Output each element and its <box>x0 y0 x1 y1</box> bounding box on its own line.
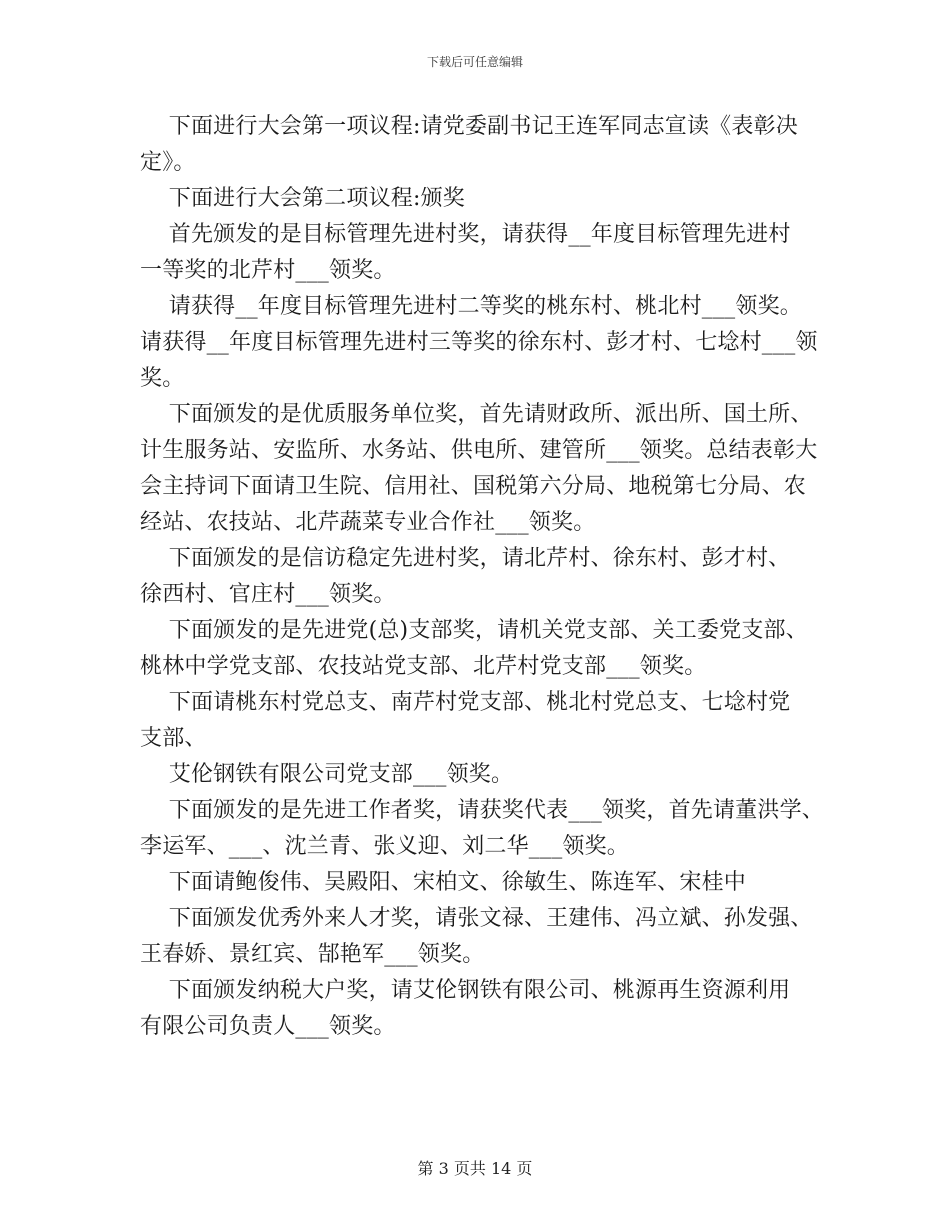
text-line: 请获得__年度目标管理先进村三等奖的徐东村、彭才村、七埝村___领 <box>140 330 818 355</box>
text-line: 下面颁发优秀外来人才奖，请张文禄、王建伟、冯立斌、孙发强、 <box>140 906 813 931</box>
text-line: 计生服务站、安监所、水务站、供电所、建管所___领奖。总结表彰大 <box>140 438 818 463</box>
text-line: 下面颁发的是先进党(总)支部奖，请机关党支部、关工委党支部、 <box>140 618 808 643</box>
text-line: 下面颁发的是先进工作者奖，请获奖代表___领奖，首先请董洪学、 <box>140 798 824 823</box>
text-line: 下面颁发纳税大户奖，请艾伦钢铁有限公司、桃源再生资源利用 <box>140 978 791 1003</box>
text-line: 会主持词下面请卫生院、信用社、国税第六分局、地税第七分局、农 <box>140 474 807 499</box>
text-line: 一等奖的北芹村___领奖。 <box>140 258 396 283</box>
text-line: 下面请桃东村党总支、南芹村党支部、桃北村党总支、七埝村党 <box>140 690 791 715</box>
text-line: 徐西村、官庄村___领奖。 <box>140 582 396 607</box>
text-line: 李运军、___、沈兰青、张义迎、刘二华___领奖。 <box>140 834 630 859</box>
text-line: 下面请鲍俊伟、吴殿阳、宋柏文、徐敏生、陈连军、宋桂中 <box>140 870 746 895</box>
page-header: 下载后可任意编辑 <box>426 55 523 69</box>
text-line: 下面进行大会第一项议程:请党委副书记王连军同志宣读《表彰决 <box>140 114 798 139</box>
text-line: 有限公司负责人___领奖。 <box>140 1014 396 1039</box>
text-line: 艾伦钢铁有限公司党支部___领奖。 <box>140 762 514 787</box>
text-line: 下面进行大会第二项议程:颁奖 <box>140 186 465 211</box>
text-line: 定》。 <box>140 150 196 175</box>
text-line: 请获得__年度目标管理先进村二等奖的桃东村、桃北村___领奖。 <box>140 294 802 319</box>
text-line: 经站、农技站、北芹蔬菜专业合作社___领奖。 <box>140 510 596 535</box>
text-line: 王春娇、景红宾、郜艳军___领奖。 <box>140 942 485 967</box>
text-line: 桃林中学党支部、农技站党支部、北芹村党支部___领奖。 <box>140 654 707 679</box>
text-line: 奖。 <box>140 366 185 391</box>
text-line: 首先颁发的是目标管理先进村奖，请获得__年度目标管理先进村 <box>140 222 791 247</box>
text-line: 下面颁发的是信访稳定先进村奖，请北芹村、徐东村、彭才村、 <box>140 546 791 571</box>
text-line: 支部、 <box>140 726 207 751</box>
page-footer: 第 3 页共 14 页 <box>417 1159 533 1178</box>
text-line: 下面颁发的是优质服务单位奖，首先请财政所、派出所、国土所、 <box>140 402 813 427</box>
